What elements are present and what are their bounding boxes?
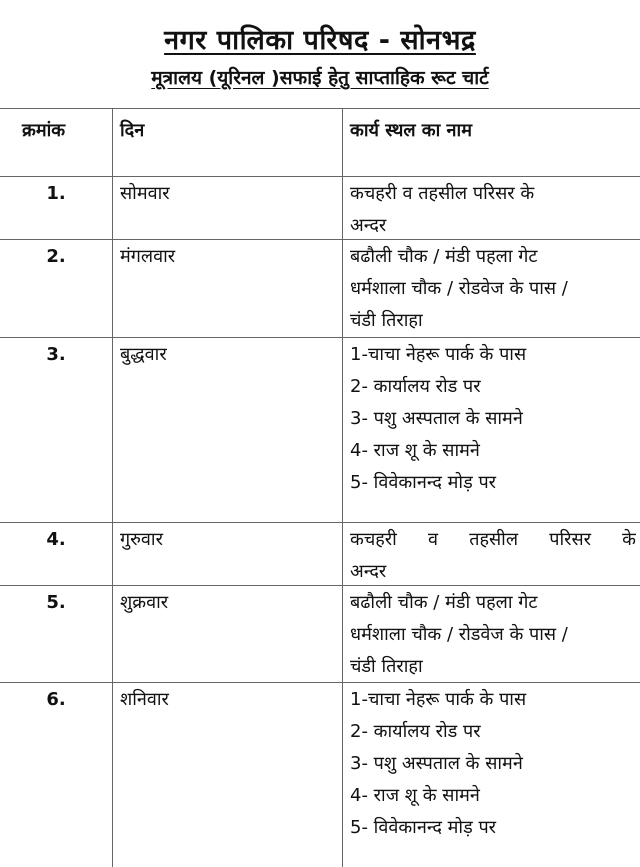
row-workplace [350, 178, 636, 242]
row-day: गुरुवार [120, 529, 163, 550]
workplace-line: धर्मशाला चौक / रोडवेज के पास / [350, 278, 568, 299]
workplace-line: कचहरी व तहसील परिसर के [350, 183, 535, 204]
workplace-line: 1-चाचा नेहरू पार्क के पास [350, 344, 527, 365]
row-serial: 2. [46, 246, 66, 267]
workplace-line: 4- राज शू के सामने [350, 785, 480, 806]
row-workplace [350, 241, 636, 337]
column-header-day: दिन [120, 120, 145, 141]
workplace-line: 4- राज शू के सामने [350, 440, 480, 461]
row-workplace [350, 524, 636, 588]
workplace-line: 2- कार्यालय रोड पर [350, 721, 481, 742]
column-divider [112, 108, 113, 867]
page-title: नगर पालिका परिषद - सोनभद्र [164, 25, 476, 56]
table-top-border [0, 108, 640, 109]
column-divider [342, 108, 343, 867]
page-subtitle: मूत्रालय (यूरिनल )सफाई हेतु साप्ताहिक रूट चार्ट [151, 67, 489, 89]
row-day: बुद्धवार [120, 344, 167, 365]
workplace-line: 5- विवेकानन्द मोड़ पर [350, 817, 497, 838]
row-serial: 4. [46, 529, 66, 550]
row-serial: 5. [46, 592, 66, 613]
workplace-line: कचहरी व तहसील परिसर के [350, 529, 636, 550]
header-bottom-border [0, 176, 640, 177]
row-serial: 1. [46, 183, 66, 204]
row-day: सोमवार [120, 183, 170, 204]
workplace-line: अन्दर [350, 215, 387, 236]
workplace-line: अन्दर [350, 561, 387, 582]
workplace-line: 5- विवेकानन्द मोड़ पर [350, 472, 497, 493]
workplace-line: 3- पशु अस्पताल के सामने [350, 408, 523, 429]
row-day: मंगलवार [120, 246, 176, 267]
workplace-line: बढौली चौक / मंडी पहला गेट [350, 592, 538, 613]
row-workplace [350, 587, 636, 683]
row-divider [0, 337, 640, 338]
column-header-workplace: कार्य स्थल का नाम [350, 120, 472, 141]
workplace-line: बढौली चौक / मंडी पहला गेट [350, 246, 538, 267]
workplace-line: 3- पशु अस्पताल के सामने [350, 753, 523, 774]
row-serial: 6. [46, 689, 66, 710]
row-divider [0, 522, 640, 523]
row-workplace [350, 339, 636, 499]
workplace-line: 2- कार्यालय रोड पर [350, 376, 481, 397]
workplace-line: धर्मशाला चौक / रोडवेज के पास / [350, 624, 568, 645]
workplace-line: चंडी तिराहा [350, 656, 423, 677]
column-header-serial: क्रमांक [22, 120, 66, 141]
row-day: शुक्रवार [120, 592, 169, 613]
workplace-line: 1-चाचा नेहरू पार्क के पास [350, 689, 527, 710]
row-workplace [350, 684, 636, 844]
row-serial: 3. [46, 344, 66, 365]
row-day: शनिवार [120, 689, 169, 710]
workplace-line: चंडी तिराहा [350, 310, 423, 331]
route-chart-table [0, 108, 640, 867]
